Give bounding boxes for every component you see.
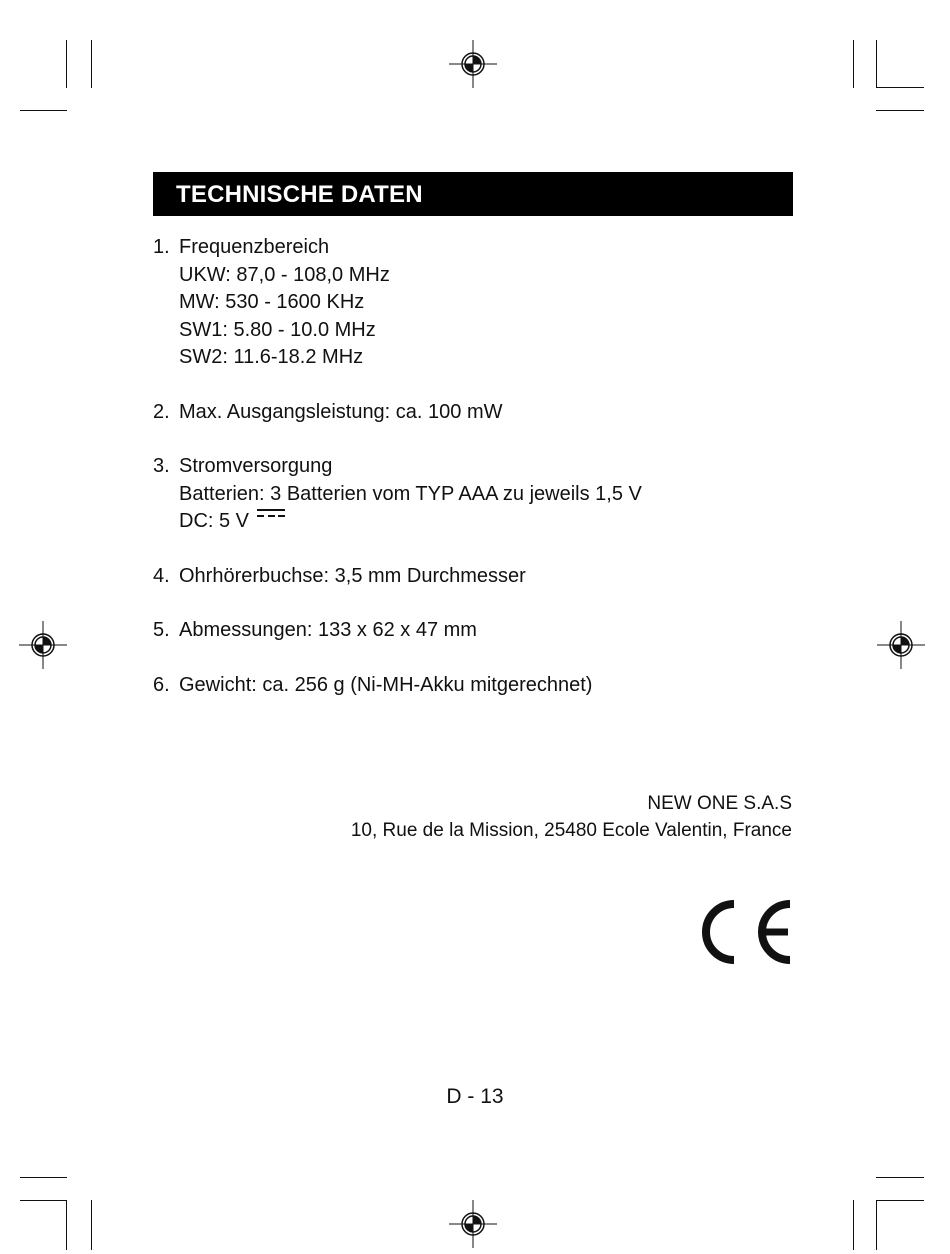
spec-list <box>153 234 793 726</box>
spec-item <box>153 399 793 427</box>
spec-detail: Batterien: 3 Batterien vom TYP AAA zu jeweils 1,5 V <box>179 482 642 505</box>
spec-label: Ohrhörerbuchse: 3,5 mm Durchmesser <box>179 564 526 587</box>
company-address: 10, Rue de la Mission, 25480 Ecole Valentin, France <box>350 820 792 841</box>
spec-item <box>153 672 793 700</box>
dc-current-icon <box>257 509 285 521</box>
crop-mark <box>853 40 854 88</box>
spec-number: 5. <box>153 619 170 641</box>
spec-item <box>153 563 793 591</box>
section-title: TECHNISCHE DATEN <box>176 181 423 208</box>
spec-detail: DC: 5 V <box>179 510 250 532</box>
spec-number: 6. <box>153 673 170 696</box>
registration-mark-icon <box>449 1200 497 1248</box>
spec-detail: SW2: 11.6-18.2 MHz <box>179 346 364 368</box>
crop-mark <box>876 1200 877 1250</box>
crop-mark <box>876 87 924 88</box>
spec-item <box>153 234 793 372</box>
spec-item <box>153 617 793 645</box>
crop-mark <box>20 1200 67 1201</box>
crop-mark <box>876 1177 924 1178</box>
spec-label: Abmessungen: 133 x 62 x 47 mm <box>179 619 477 641</box>
company-name: NEW ONE S.A.S <box>647 793 792 814</box>
spec-label: Max. Ausgangsleistung: ca. 100 mW <box>179 400 503 423</box>
spec-label: Gewicht: ca. 256 g (Ni-MH-Akku mitgerechnet) <box>179 673 593 696</box>
registration-mark-icon <box>877 621 925 669</box>
spec-number: 1. <box>153 236 170 258</box>
page-number: D - 13 <box>446 1085 504 1108</box>
registration-mark-icon <box>19 621 67 669</box>
spec-detail: SW1: 5.80 - 10.0 MHz <box>179 318 376 341</box>
spec-label: Frequenzbereich <box>179 236 330 258</box>
crop-mark <box>20 1177 67 1178</box>
crop-mark <box>876 110 924 111</box>
crop-mark <box>853 1200 854 1250</box>
spec-number: 2. <box>153 400 170 423</box>
registration-mark-icon <box>449 40 497 88</box>
spec-label: Stromversorgung <box>179 455 333 477</box>
company-info <box>351 790 792 844</box>
spec-detail: MW: 530 - 1600 KHz <box>179 291 365 313</box>
crop-mark <box>876 1200 924 1201</box>
crop-mark <box>66 40 67 88</box>
spec-detail-dc <box>153 508 793 536</box>
spec-number: 3. <box>153 455 170 477</box>
crop-mark <box>876 40 877 88</box>
spec-item <box>153 453 793 536</box>
crop-mark <box>20 110 67 111</box>
ce-mark-logo <box>698 898 794 966</box>
crop-mark <box>91 1200 92 1250</box>
spec-detail: UKW: 87,0 - 108,0 MHz <box>179 263 390 286</box>
crop-mark <box>66 1200 67 1250</box>
spec-number: 4. <box>153 564 170 587</box>
section-header <box>153 172 793 216</box>
crop-mark <box>91 40 92 88</box>
